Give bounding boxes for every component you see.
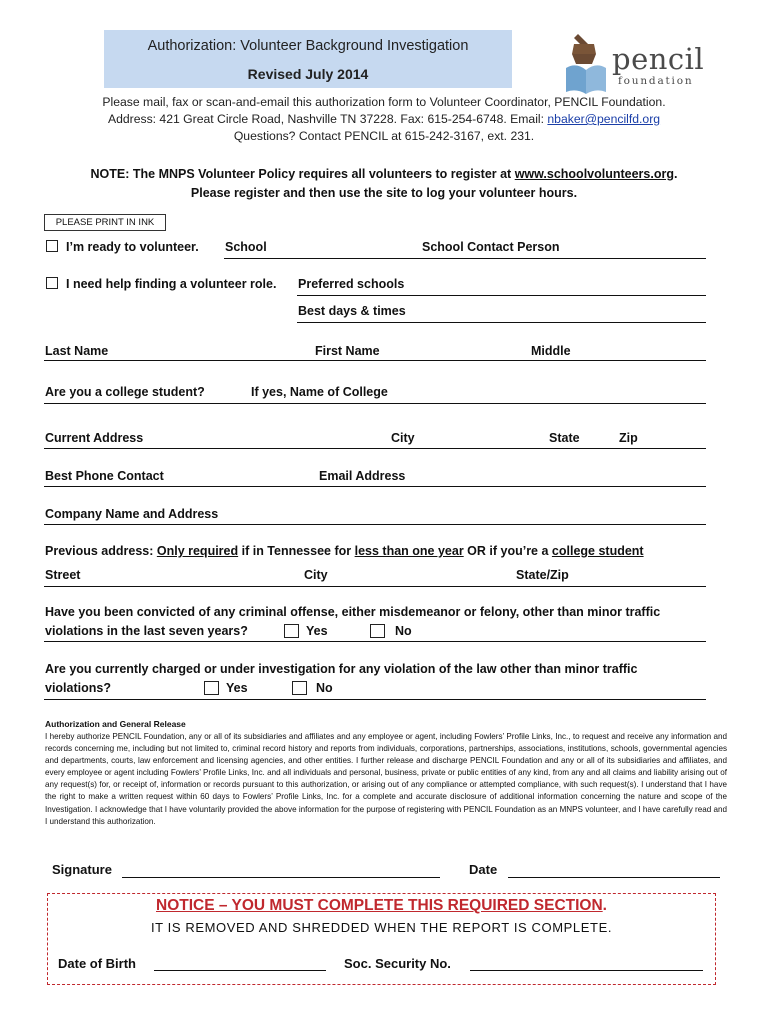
company-line[interactable] — [44, 524, 706, 525]
convicted-yes-checkbox[interactable] — [284, 624, 299, 638]
charged-no-label: No — [316, 681, 333, 695]
notice-subtitle: IT IS REMOVED AND SHREDDED WHEN THE REPORT IS COMPLETE. — [150, 920, 613, 935]
logo-subtitle: foundation — [618, 75, 694, 87]
charged-yes-checkbox[interactable] — [204, 681, 219, 695]
note-period: . — [674, 167, 678, 181]
company-label: Company Name and Address — [45, 507, 219, 521]
release-title: Authorization and General Release — [45, 719, 186, 729]
ssn-line[interactable] — [470, 970, 703, 971]
prev-mid2: OR if you’re a — [463, 544, 552, 558]
phone-email-line[interactable] — [44, 486, 706, 487]
best-days-line[interactable] — [297, 322, 706, 323]
convicted-yes-label: Yes — [306, 624, 328, 638]
phone-label: Best Phone Contact — [45, 469, 164, 483]
college-student-label: Are you a college student? — [45, 385, 205, 399]
need-help-label: I need help finding a volunteer role. — [66, 277, 277, 291]
prev-only-required: Only required — [156, 544, 239, 558]
school-label: School — [225, 240, 267, 254]
prev-city-label: City — [304, 568, 328, 582]
address-line — [40, 112, 728, 126]
convicted-line — [44, 641, 706, 642]
release-body: I hereby authorize PENCIL Foundation, any or all of its subsidiaries and affiliates and any employee or agent, including Fowlers’ Profile Links, Inc., to request and receive any information and records concerning me, including but not limited to, criminal record history and reports from individuals, corporations, partnerships, associations, institutions, schools, governmental agencies and departments, courts, law enforcement and licensing agencies, and other entities. I further release and discharge PENCIL Foundation and any or all of its subsidiaries and affiliates, and every employee or agent including Fowlers’ Profile Links, Inc. and all individuals and personal, business, private or public entities of any kind, from any and all claims and liability arising out of any request(s) for, or receipt of, information or records pursuant to this authorization, or arising out of any compliance or attempted compliance, with such request(s). I understand that I have the right to make a written request within 60 days to Fowlers’ Profile Links, Inc. for a complete and accurate disclosure of additional information concerning the nature and scope of the Investigation. I acknowledge that I have voluntarily provided the above information for the purpose of registering with PENCIL Foundation as an MNPS volunteer, and I have carefully read and I understand this authorization. — [45, 732, 727, 826]
last-name-label: Last Name — [45, 344, 109, 358]
note-text: NOTE: The MNPS Volunteer Policy requires all volunteers to register at — [90, 167, 515, 181]
book-pencil-logo-icon — [564, 32, 608, 96]
convicted-no-label: No — [395, 624, 412, 638]
prev-street-label: Street — [45, 568, 81, 582]
email-link[interactable]: nbaker@pencilfd.org — [547, 112, 661, 126]
middle-label: Middle — [531, 344, 571, 358]
charged-no-checkbox[interactable] — [292, 681, 307, 695]
mail-instructions: Please mail, fax or scan-and-email this authorization form to Volunteer Coordinator, PENCIL Foundation. — [102, 95, 666, 109]
notice-title — [47, 897, 716, 915]
logo-wordmark: pencil — [612, 42, 705, 76]
state-label: State — [549, 431, 580, 445]
charged-question-1: Are you currently charged or under investigation for any violation of the law other than minor traffic — [45, 662, 638, 676]
previous-address-line[interactable] — [44, 586, 706, 587]
zip-label: Zip — [619, 431, 638, 445]
charged-question-2: violations? — [45, 681, 111, 695]
preferred-schools-line[interactable] — [297, 295, 706, 296]
ready-to-volunteer-checkbox[interactable] — [46, 240, 58, 252]
city-label: City — [391, 431, 415, 445]
prev-less-than: less than one year — [354, 544, 464, 558]
ready-to-volunteer-label: I’m ready to volunteer. — [66, 240, 199, 254]
college-name-label: If yes, Name of College — [251, 385, 388, 399]
convicted-question-2: violations in the last seven years? — [45, 624, 248, 638]
address-line-field[interactable] — [44, 448, 706, 449]
date-label: Date — [469, 862, 498, 877]
dob-label: Date of Birth — [58, 956, 136, 971]
print-in-ink-label: PLEASE PRINT IN INK — [44, 214, 166, 231]
prev-college-student: college student — [551, 544, 644, 558]
date-line[interactable] — [508, 877, 720, 878]
charged-yes-label: Yes — [226, 681, 248, 695]
signature-label: Signature — [52, 862, 112, 877]
notice-title-text: NOTICE – YOU MUST COMPLETE THIS REQUIRED SECTION — [156, 897, 603, 914]
dob-line[interactable] — [154, 970, 326, 971]
college-line[interactable] — [44, 403, 706, 404]
name-line[interactable] — [44, 360, 706, 361]
prev-prefix: Previous address: — [45, 544, 157, 558]
questions-line: Questions? Contact PENCIL at 615-242-3167, ext. 231. — [233, 129, 535, 143]
school-contact-label: School Contact Person — [422, 240, 560, 254]
previous-address-heading — [45, 544, 644, 558]
note-line-1 — [40, 167, 728, 181]
prev-state-zip-label: State/Zip — [516, 568, 569, 582]
note-line-2: Please register and then use the site to log your volunteer hours. — [190, 186, 578, 200]
ssn-label: Soc. Security No. — [344, 956, 451, 971]
school-line[interactable] — [224, 258, 706, 259]
revision-date: Revised July 2014 — [247, 66, 369, 82]
signature-line[interactable] — [122, 877, 440, 878]
volunteer-site-link[interactable]: www.schoolvolunteers.org — [514, 167, 674, 181]
address-text: Address: 421 Great Circle Road, Nashville TN 37228. Fax: 615-254-6748. Email: — [107, 112, 548, 126]
current-address-label: Current Address — [45, 431, 144, 445]
form-title: Authorization: Volunteer Background Investigation — [147, 38, 469, 54]
convicted-question-1: Have you been convicted of any criminal offense, either misdemeanor or felony, other than minor traffic — [45, 605, 661, 619]
email-label: Email Address — [319, 469, 406, 483]
charged-line — [44, 699, 706, 700]
need-help-checkbox[interactable] — [46, 277, 58, 289]
preferred-schools-label: Preferred schools — [298, 277, 405, 291]
notice-title-period: . — [602, 897, 607, 914]
convicted-no-checkbox[interactable] — [370, 624, 385, 638]
first-name-label: First Name — [315, 344, 380, 358]
best-days-label: Best days & times — [298, 304, 406, 318]
prev-mid1: if in Tennessee for — [238, 544, 355, 558]
